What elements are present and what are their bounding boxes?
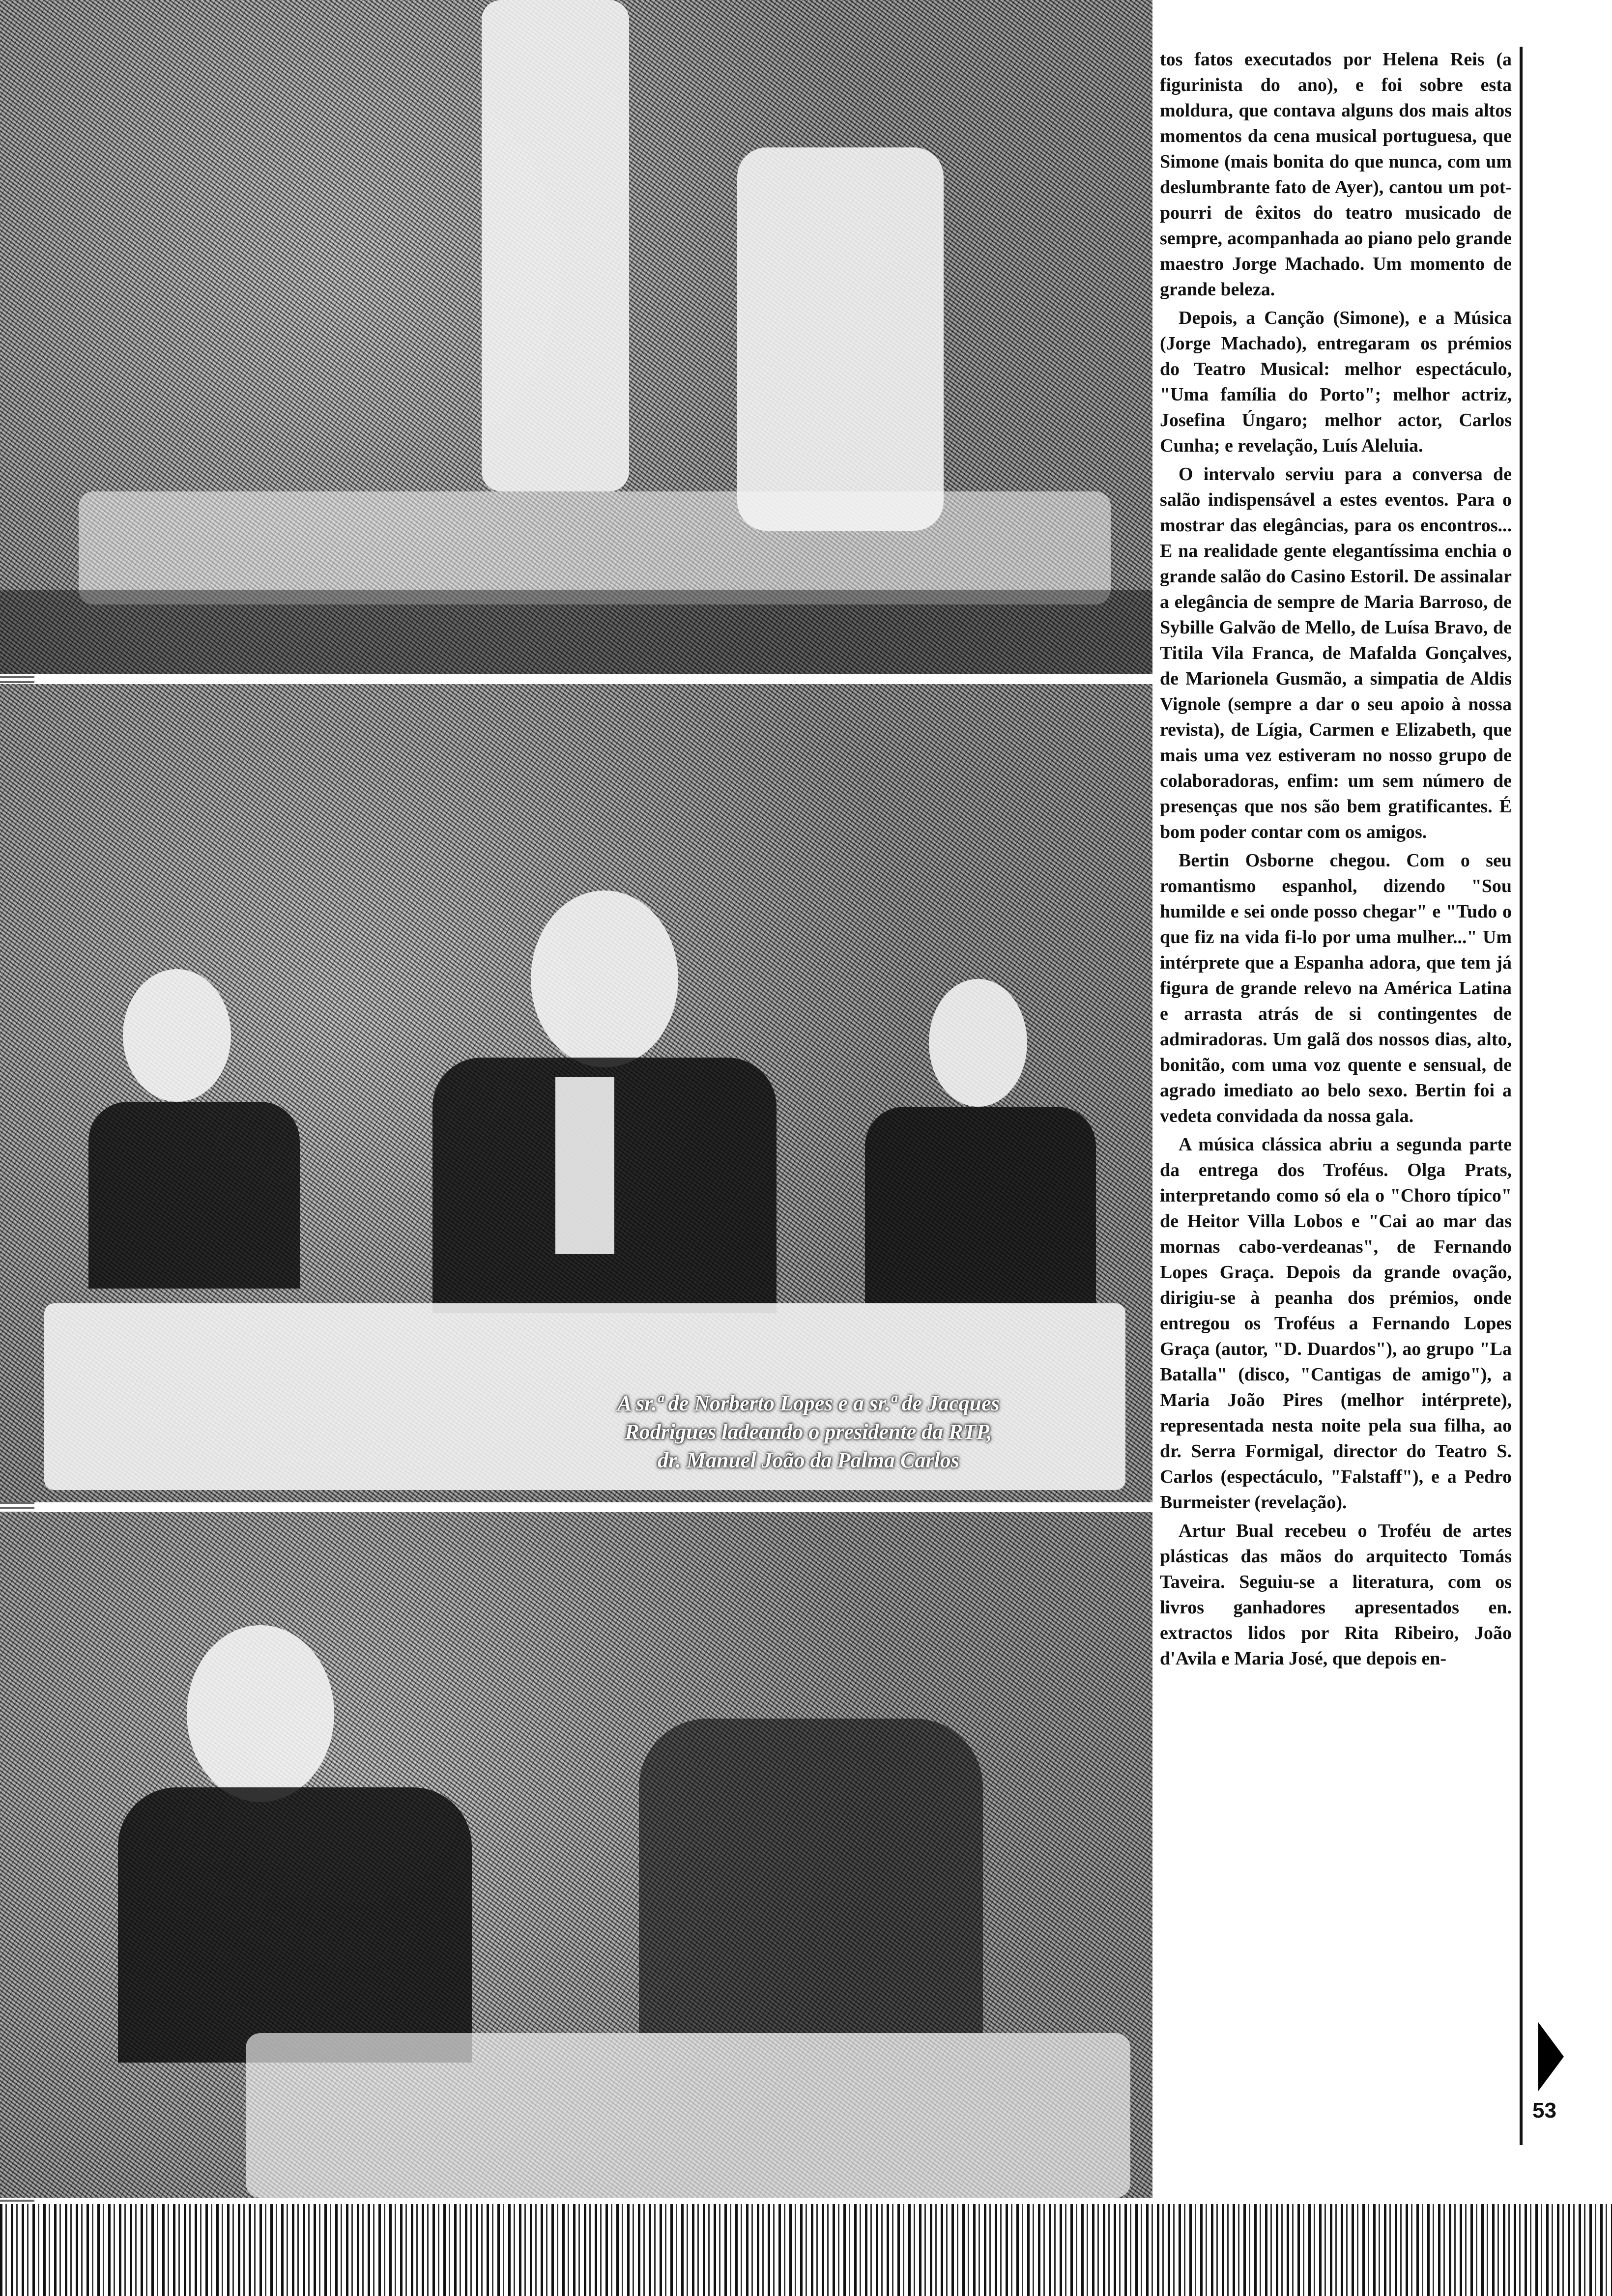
article-paragraph: tos fatos executados por Helena Reis (a figurinista do ano), e foi sobre esta moldura, que contava alguns dos mais altos momentos da cena musical portuguesa, que Simone (mais bonita do que nunca, com um deslumbrante fato de Ayer), cantou um pot-pourri de êxitos do teatro musicado de sempre, acompanhada ao piano pelo grande maestro Jorge Machado. Um momento de grande beleza. xyxy=(1160,49,1512,300)
article-paragraph: A música clássica abriu a segunda parte da entrega dos Troféus. Olga Prats, interpretando como só ela o "Choro típico" de Heitor Villa Lobos e "Cai ao mar das mornas cabo-verdeanas", de Fernando Lopes Graça. Depois da grande ovação, dirigiu-se à peanha dos prémios, onde entregou os Troféus a Fernando Lopes Graça (autor, "D. Duardos"), ao grupo "La Batalla" (disco, "Cantigas de amigo"), a Maria João Pires (melhor intérprete), representada nesta noite pela sua filha, ao dr. Serra Formigal, director do Teatro S. Carlos (espectáculo, "Falstaff"), e a Pedro Burmeister (revelação). xyxy=(1160,1134,1512,1513)
article-column xyxy=(1160,47,1512,1674)
article-paragraph: O intervalo serviu para a conversa de salão indispensável a estes eventos. Para o mostrar das elegâncias, para os encontros... E na realidade gente elegantíssima enchia o grande salão do Casino Estoril. De assinalar a elegância de sempre de Maria Barroso, de Sybille Galvão de Mello, de Luísa Bravo, de Titila Vila Franca, de Mafalda Gonçalves, de Marionela Gusmão, a simpatia de Aldis Vignole (sempre a dar o seu apoio à nossa revista), de Lígia, Carmen e Elizabeth, que mais uma vez estiveram no nosso grupo de colaboradoras, enfim: um sem número de presenças que nos são bem gratificantes. É bom poder contar com os amigos. xyxy=(1160,464,1512,842)
figure-light-dress-2 xyxy=(737,147,944,531)
photo-bottom-shadow xyxy=(0,590,1152,674)
column-rule xyxy=(1520,47,1523,2145)
woman-left-face xyxy=(123,969,231,1102)
figure-light-dress xyxy=(482,0,629,491)
table-settings-row xyxy=(79,491,1111,604)
bottom-border-texture xyxy=(0,2204,1612,2296)
man-left-suit xyxy=(118,1787,472,2063)
photo-bottom-table xyxy=(0,1512,1152,2198)
page-number: 53 xyxy=(1532,2098,1556,2123)
article-paragraph: Bertin Osborne chegou. Com o seu romantismo espanhol, dizendo "Sou humilde e sei onde posso chegar" e "Tudo o que fiz na vida fi-lo por uma mulher..." Um intérprete que a Espanha adora, que tem já figura de grande relevo na América Latina e arrasta atrás de si contingentes de admiradoras. Um galã dos nossos dias, alto, bonitão, com uma voz quente e sensual, de agrado imediato ao belo sexo. Bertin foi a vedeta convidada da nossa gala. xyxy=(1160,850,1512,1126)
woman-right-face xyxy=(929,979,1027,1107)
photo-middle-table xyxy=(0,684,1152,1502)
man-center-face xyxy=(531,890,678,1067)
man-left-face xyxy=(187,1625,334,1802)
man-center-shirt xyxy=(555,1077,614,1254)
photo-caption: A sr.ª de Norberto Lopes e a sr.ª de Jacques Rodrigues ladeando o presidente da RTP, dr. Manuel João da Palma Carlos xyxy=(617,1391,1000,1472)
man-right-suit xyxy=(639,1719,983,2033)
article-paragraph: Depois, a Canção (Simone), e a Música (Jorge Machado), entregaram os prémios do Teatro Musical: melhor espectáculo, "Uma família do Porto"; melhor actriz, Josefina Úngaro; melhor actor, Carlos Cunha; e revelação, Luís Aleluia. xyxy=(1160,308,1512,456)
photo-top-stage xyxy=(0,0,1152,674)
woman-left-body xyxy=(88,1102,300,1289)
continue-arrow-icon xyxy=(1538,2022,1564,2091)
table-cloth-bottom xyxy=(246,2033,1130,2198)
article-paragraph: Artur Bual recebeu o Troféu de artes plásticas das mãos do arquitecto Tomás Taveira. Seguiu-se a literatura, com os livros ganhadores apresentados en. extractos lidos por Rita Ribeiro, João d'Avila e Maria José, que depois en- xyxy=(1160,1521,1512,1669)
woman-right-body xyxy=(865,1107,1096,1303)
